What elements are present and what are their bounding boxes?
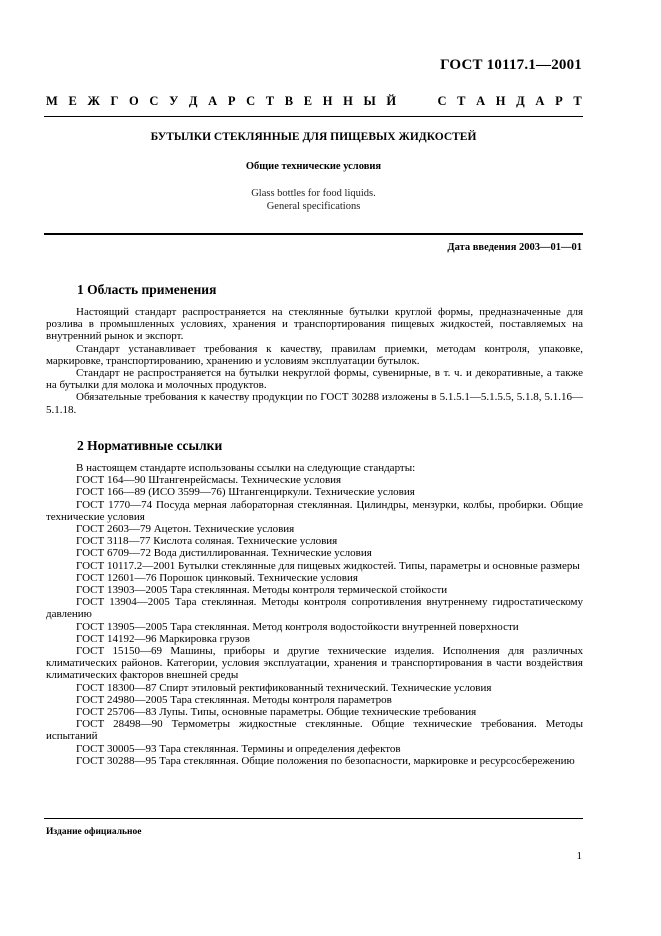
paragraph: Стандарт не распространяется на бутылки некруглой формы, сувенирные, в т. ч. и декоративные, а также на бутылки для молока и молочных продуктов. xyxy=(46,367,583,392)
banner-letter: У xyxy=(169,94,179,108)
banner-letter: Т xyxy=(457,94,466,108)
gost-code: ГОСТ 10117.1—2001 xyxy=(440,57,582,73)
section-1-heading: 1 Область применения xyxy=(77,282,217,297)
reference-item: ГОСТ 13903—2005 Тара стеклянная. Методы контроля термической стойкости xyxy=(76,584,448,597)
banner-letter: Р xyxy=(227,94,236,108)
banner-letter: А xyxy=(535,94,545,108)
reference-item: ГОСТ 13904—2005 Тара стеклянная. Методы контроля сопротивления внутреннему гидростатическому давлению xyxy=(46,596,583,621)
document-subtitle: Общие технические условия xyxy=(245,161,382,172)
introduction-date: Дата введения 2003—01—01 xyxy=(447,242,582,253)
banner-letter: Н xyxy=(322,94,333,108)
banner-letter: Ж xyxy=(87,94,100,108)
reference-item: ГОСТ 28498—90 Термометры жидкостные стеклянные. Общие технические требования. Методы испытаний xyxy=(46,718,583,743)
normative-references xyxy=(46,462,583,767)
banner-letter: Д xyxy=(516,94,525,108)
banner-letter: С xyxy=(437,94,447,108)
reference-item: ГОСТ 25706—83 Лупы. Типы, основные параметры. Общие технические требования xyxy=(76,706,477,719)
banner-letter: Т xyxy=(265,94,275,108)
reference-item: ГОСТ 30288—95 Тара стеклянная. Общие положения по безопасности, маркировке и ресурсосбережению xyxy=(76,754,575,767)
reference-item: ГОСТ 166—89 (ИСО 3599—76) Штангенциркули. Технические условия xyxy=(76,486,415,499)
banner-gap xyxy=(407,94,427,109)
reference-item: ГОСТ 10117.2—2001 Бутылки стеклянные для пищевых жидкостей. Типы, параметры и основные размеры xyxy=(76,559,580,572)
paragraph: Стандарт устанавливает требования к качеству, правилам приемки, методам контроля, упаковке, маркировке, транспортированию, хранению и условиям эксплуатации бутылок. xyxy=(46,342,583,367)
banner-letter: Т xyxy=(573,94,582,108)
english-title-line: General specifications xyxy=(266,201,361,212)
reference-item: ГОСТ 2603—79 Ацетон. Технические условия xyxy=(76,523,295,536)
interstate-standard-banner xyxy=(46,94,582,109)
page-number: 1 xyxy=(576,850,582,862)
banner-letter: Д xyxy=(188,94,198,108)
reference-item: ГОСТ 15150—69 Машины, приборы и другие технические изделия. Исполнения для различных климатических районов. Категории, условия эксплуатации, хранения и транспортирования в части воздействия климатических факторов внешней среды xyxy=(46,645,583,682)
banner-letter: Н xyxy=(343,94,353,108)
banner-letter: Й xyxy=(386,94,397,108)
top-divider xyxy=(44,116,583,117)
banner-letter: О xyxy=(129,94,139,108)
title-divider xyxy=(44,233,583,235)
reference-item: ГОСТ 24980—2005 Тара стеклянная. Методы контроля параметров xyxy=(76,693,392,706)
reference-item: ГОСТ 12601—76 Порошок цинковый. Технические условия xyxy=(76,571,358,584)
document-title: БУТЫЛКИ СТЕКЛЯННЫЕ ДЛЯ ПИЩЕВЫХ ЖИДКОСТЕЙ xyxy=(150,131,477,143)
reference-item: ГОСТ 18300—87 Спирт этиловый ректификованный технический. Технические условия xyxy=(76,681,492,694)
paragraph: Обязательные требования к качеству продукции по ГОСТ 30288 изложены в 5.1.5.1—5.1.5.5, 5.1.8, 5.1.16—5.1.18. xyxy=(46,391,583,416)
official-edition-note: Издание официальное xyxy=(46,827,142,837)
english-title-line: Glass bottles for food liquids. xyxy=(251,188,376,199)
reference-item: ГОСТ 30005—93 Тара стеклянная. Термины и определения дефектов xyxy=(76,742,401,755)
banner-letter: А xyxy=(476,94,486,108)
reference-item: ГОСТ 6709—72 Вода дистиллированная. Технические условия xyxy=(76,547,372,560)
banner-letter: Е xyxy=(303,94,313,108)
banner-letter: Н xyxy=(495,94,506,108)
reference-item: ГОСТ 164—90 Штангенрейсмасы. Технические условия xyxy=(76,474,342,487)
reference-item: ГОСТ 3118—77 Кислота соляная. Технические условия xyxy=(76,535,338,548)
banner-letter: Р xyxy=(555,94,563,108)
references-intro: В настоящем стандарте использованы ссылки на следующие стандарты: xyxy=(76,462,416,474)
paragraph: Настоящий стандарт распространяется на стеклянные бутылки круглой формы, предназначенные для розлива в промышленных условиях, хранения и транспортирования пищевых жидкостей, поставляемых на внутренний рынок и экспорт. xyxy=(46,306,583,343)
footer-divider xyxy=(44,818,583,819)
banner-letter: С xyxy=(246,94,256,108)
banner-letter: С xyxy=(149,94,159,108)
banner-letter: Г xyxy=(110,94,119,108)
reference-item: ГОСТ 13905—2005 Тара стеклянная. Метод контроля водостойкости внутренней поверхности xyxy=(76,620,519,633)
banner-letter: Ы xyxy=(363,94,376,108)
banner-letter: А xyxy=(208,94,218,108)
banner-letter: В xyxy=(284,94,294,108)
section-2-heading: 2 Нормативные ссылки xyxy=(77,438,223,453)
banner-letter: М xyxy=(46,94,58,108)
english-title xyxy=(44,187,583,213)
reference-item: ГОСТ 14192—96 Маркировка грузов xyxy=(76,632,250,645)
banner-letter: Е xyxy=(68,94,77,108)
reference-item: ГОСТ 1770—74 Посуда мерная лабораторная стеклянная. Цилиндры, мензурки, колбы, пробирки. Общие технические условия xyxy=(46,498,583,523)
section-1-body xyxy=(46,306,583,416)
